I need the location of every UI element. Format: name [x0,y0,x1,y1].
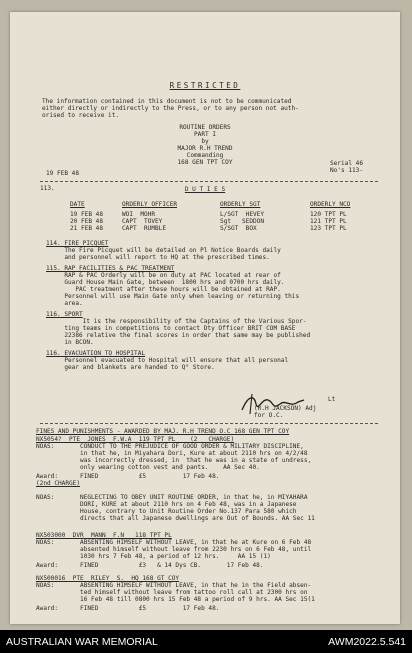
item-number: 113. [40,185,55,192]
duties-cell: 121 TPT PL [310,218,347,225]
second-charge-label: (2nd CHARGE) [36,480,81,487]
duties-cell: 19 FEB 48 [70,211,104,218]
order-114-title: 114. FIRE PICQUET [46,240,109,247]
charge-1-award: Award: FINED £5 17 Feb 48. [36,473,220,480]
title-commander: MAJOR R.H TREND [177,145,233,152]
divider [40,423,378,424]
order-text: and personnel will report to HQ at the prescribed times. [46,254,270,261]
duties-cell: S/SGT BOX [220,225,257,232]
duties-cell: Sgt SEDDON [220,218,265,225]
notice-line-2: either directly or indirectly to the Press, or to any person not auth- [42,105,299,112]
charge-text: DORI, KURE at about 2110 hrs on 4 Feb 48, was in a Japanese [36,501,297,508]
signature-name: (R.H JACKSON) Adj [254,405,317,412]
title-part: PART I [193,131,216,138]
charge-text: NOAS: CONDUCT TO THE PREJUDICE OF GOOD ORDER & MILITARY DISCIPLINE, [36,443,304,450]
order-text: area. [46,300,83,307]
order-116-title: 116. SPORT [46,311,83,318]
order-text: in BCON. [46,339,94,346]
duties-header-officer: ORDERLY OFFICER [122,201,178,208]
order-evacuation-title: 116. EVACUATION TO HOSPITAL [46,350,146,357]
order-text: Personnel evacuated to Hospital will ensure that all personal [46,357,289,364]
title-unit: 168 GEN TPT COY [177,159,233,166]
duties-cell: 120 TPT PL [310,211,347,218]
charge-text: House, contrary to Unit Routine Order No.137 Para 580 which [36,508,297,515]
order-text: PAC treatment after these hours will be obtained at RAP. [46,286,281,293]
order-text: gear and blankets are handed to Q° Store. [46,364,215,371]
charge-3-award: Award: FINED £3 & 14 Dys CB. 17 Feb 48. [36,562,264,569]
order-text: The Fire Picquet will be detailed on Pl Notice Boards daily [46,247,281,254]
notice-line-1: The information contained in this document is not to be communicated [42,98,292,105]
duties-header-nco: ORDERLY NCO [310,201,351,208]
order-date: 19 FEB 48 [46,170,80,177]
footer-institution: AUSTRALIAN WAR MEMORIAL [6,636,158,648]
charge-text: 1030 hrs 7 Feb 48, a period of 12 hrs. AA 15 (1) [36,553,271,560]
divider [40,181,378,182]
fines-heading: FINES AND PUNISHMENTS - AWARDED BY MAJ. R.H TREND O.C 168 GEN TPT COY [36,428,290,435]
duties-heading: D U T I E S [184,186,226,193]
charge-4-award: Award: FINED £5 17 Feb 48. [36,605,220,612]
charge-1-soldier: NX5054? PTE JONES F.W.A 119 TPT PL (2 CHARGE) [36,436,235,443]
duties-cell: 123 TPT PL [310,225,347,232]
order-text: Guard House Main Gate, between 1800 hrs and 0700 hrs daily. [46,279,285,286]
duties-cell: CAPT TOVEY [122,218,163,225]
order-text: Personnel will use Main Gate only when leaving or returning this [46,293,300,300]
document-page [10,12,400,624]
order-text: It is the responsibility of the Captains of the Various Spor- [46,318,307,325]
duties-cell: CAPT RUMBLE [122,225,167,232]
charge-text: in that he, in Miyahara Dori, Kure at about 2110 hrs on 4/2/48 [36,450,308,457]
order-text: RAP & PAC Orderly will be on duty at PAC located at rear of [46,272,281,279]
charge-text: absented himself without leave from 2230 hrs on 6 Feb 48, until [36,546,312,553]
charge-text: was incorrectly dressed, in that he was in a state of undress, [36,457,312,464]
charge-text: 16 Feb 48 till 0800 hrs 15 Feb 48 a period of 9 hrs. AA Sec 15(1 [36,596,315,603]
title-commanding: Commanding [186,152,224,159]
charge-4-soldier: NX500016 PTE RILEY S. HQ 168 GT COY [36,575,180,582]
charge-text: NOAS: ABSENTING HIMSELF WITHOUT LEAVE, in that he in the Field absen- [36,582,312,589]
duties-cell: WOI MOHR [122,211,156,218]
title-routine-orders: ROUTINE ORDERS [179,124,231,131]
footer-accession-number: AWM2022.5.541 [328,636,406,648]
signature-rank: Lt [328,396,336,403]
charge-3-soldier: NX503000 DVR MANN F.N 118 TPT PL [36,532,172,539]
charge-text: only wearing cotton vest and pants. AA Sec 40. [36,464,260,471]
order-115-title: 115. RAP FACILITIES & PAC TREATMENT [46,265,175,272]
charge-text: NOAS: ABSENTING HIMSELF WITHOUT LEAVE, in that he at Kure on 6 Feb 48 [36,539,312,546]
duties-cell: 20 FEB 48 [70,218,104,225]
order-text: ting teams in competitions to contact Dty Officer BRIT COM BASE [46,325,296,332]
charge-text: directs that all Japanese dwellings are Out of Bounds. AA Sec 11 [36,515,315,522]
notice-line-3: orised to receive it. [42,112,120,119]
title-by: by [201,138,209,145]
duties-header-date: DATE [70,201,85,208]
order-text: 22386 relative the final scores in order that same may be published [46,332,311,339]
signature-role: for O.C. [254,412,284,419]
footer-bar [0,630,412,653]
classification-heading: RESTRICTED [169,81,241,90]
order-numbers: No's 113- [330,167,364,174]
duties-cell: L/SGT HEVEY [220,211,265,218]
duties-header-sgt: ORDERLY SGT [220,201,261,208]
serial-number: Serial 46 [330,160,364,167]
duties-cell: 21 FEB 48 [70,225,104,232]
charge-text: NOAS: NEGLECTING TO OBEY UNIT ROUTINE ORDER, in that he, in MIYAHARA [36,494,308,501]
charge-text: ted himself without leave from tattoo roll call at 2300 hrs on [36,589,308,596]
